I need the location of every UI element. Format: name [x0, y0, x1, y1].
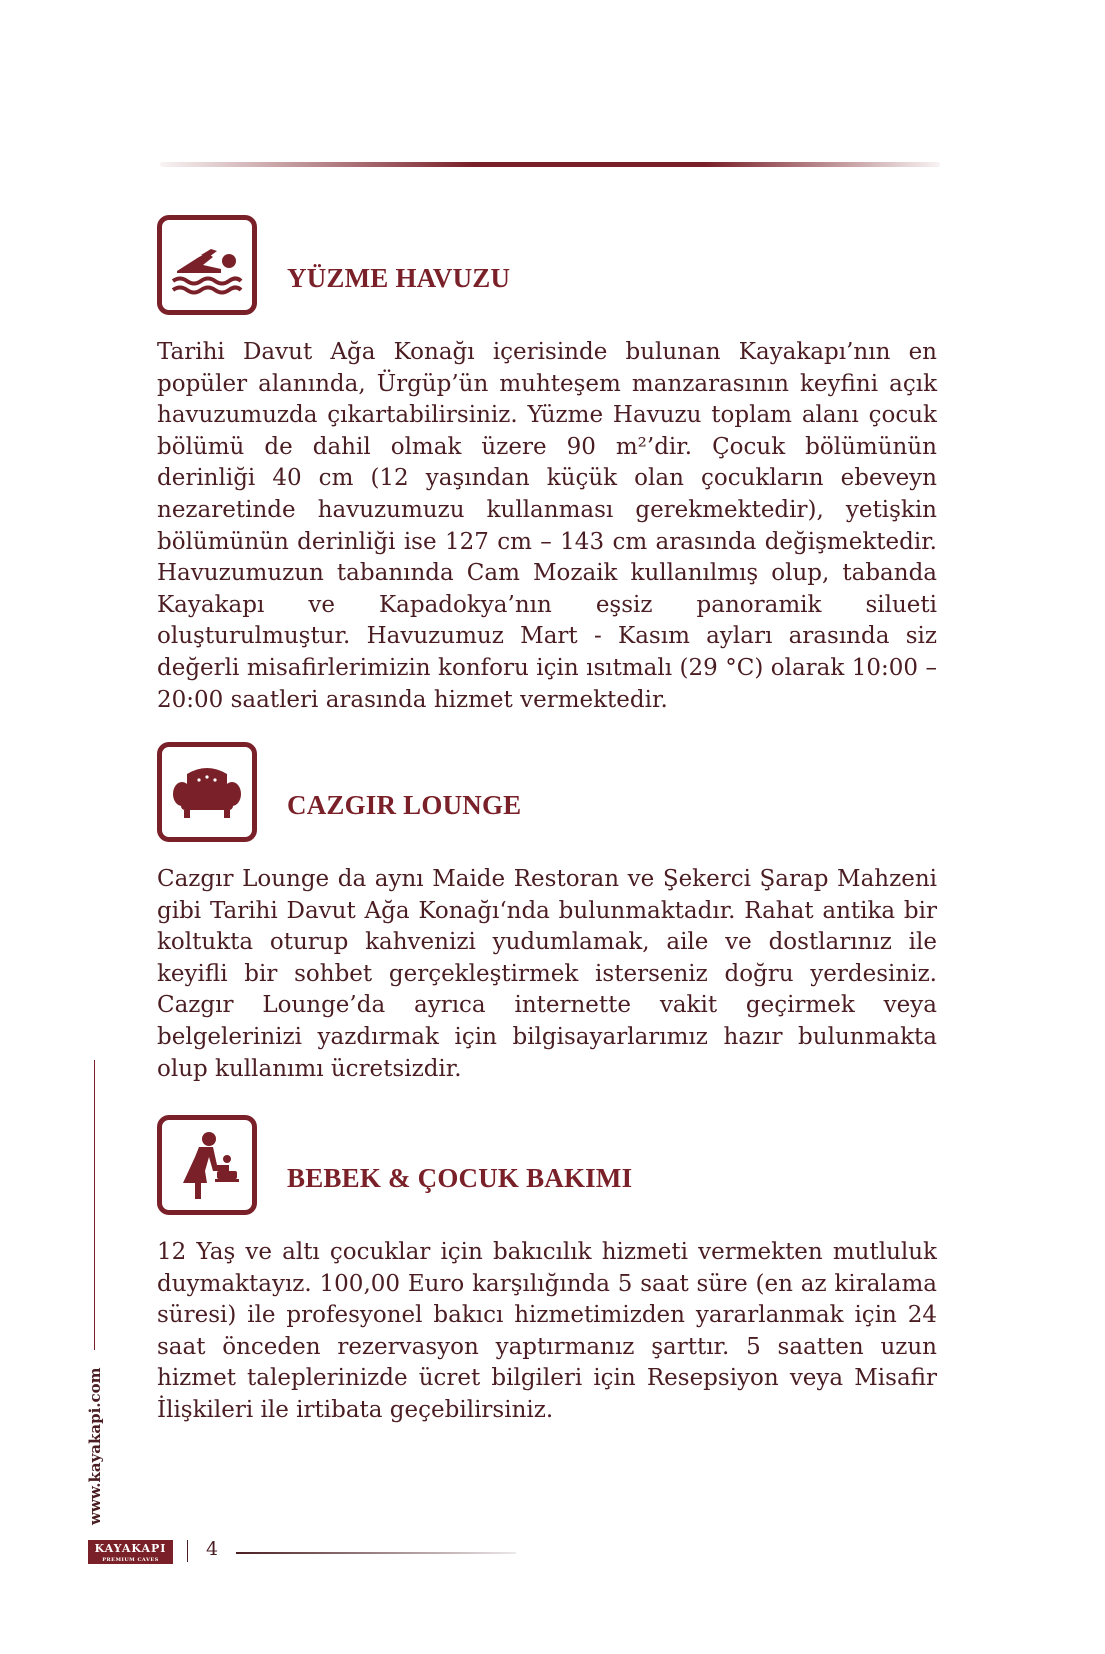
section-body: Tarihi Davut Ağa Konağı içerisinde bulunan Kayakapı’nın en popüler alanında, Ürgüp’ün muhteşem manzarasının keyfini açık havuzumuzda çıkartabilirsiniz. Yüzme Havuzu toplam alanı çocuk bölümü de dahil olmak üzere 90 m²’dir. Çocuk bölümünün derinliği 40 cm (12 yaşından küçük olan çocukların ebeveyn nezaretinde havuzumuzu kullanması gerekmektedir), yetişkin bölümünün derinliği ise 127 cm – 143 cm arasında değişmektedir. Havuzumuzun tabanında Cam Mozaik kullanılmış olup, tabanda Kayakapı ve Kapadokya’nın eşsiz panoramik silueti oluşturulmuştur. Havuzumuz Mart - Kasım ayları arasında siz değerli misafirlerimizin konforu için ısıtmalı (29 °C) olarak 10:00 – 20:00 saatleri arasında hizmet vermektedir.: [157, 339, 937, 713]
section-title: YÜZME HAVUZU: [287, 263, 511, 293]
logo-subtext: PREMIUM CAVES: [102, 1557, 159, 1563]
kayakapi-logo: [88, 1540, 173, 1564]
page-number: 4: [206, 1538, 219, 1560]
top-decorative-rule: [160, 162, 940, 167]
armchair-icon-box: [157, 742, 257, 842]
baby-changing-icon: [169, 1127, 245, 1203]
section-title: BEBEK & ÇOCUK BAKIMI: [287, 1163, 633, 1193]
website-url: www.kayakapi.com: [86, 1367, 104, 1525]
vertical-rule: [94, 1060, 95, 1350]
footer-separator: [187, 1540, 188, 1562]
armchair-icon: [169, 754, 245, 830]
section-body: Cazgır Lounge da aynı Maide Restoran ve Şekerci Şarap Mahzeni gibi Tarihi Davut Ağa Konağı‘nda bulunmaktadır. Rahat antika bir koltukta oturup kahvenizi yudumlamak, aile ve dostlarınız ile keyifli bir sohbet gerçekleştirmek isterseniz doğru yerdesiniz. Cazgır Lounge’da ayrıca internette vakit geçirmek veya belgelerinizi yazdırmak için bilgisayarlarımız hazır bulunmakta olup kullanımı ücretsizdir.: [157, 866, 937, 1082]
footer-rule: [236, 1552, 516, 1554]
swimmer-icon-box: [157, 215, 257, 315]
section-body: 12 Yaş ve altı çocuklar için bakıcılık hizmeti vermekten mutluluk duymaktayız. 100,00 Euro karşılığında 5 saat süre (en az kiralama süresi) ile profesyonel bakıcı hizmetimizden yararlanmak için 24 saat önceden rezervasyon yaptırmanız şarttır. 5 saatten uzun hizmet taleplerinizde ücret bilgileri için Resepsiyon veya Misafir İlişkileri ile irtibata geçebilirsiniz.: [157, 1239, 937, 1423]
logo-text: KAYAKAPI: [94, 1542, 167, 1555]
swimmer-icon: [169, 227, 245, 303]
section-title: CAZGIR LOUNGE: [287, 790, 522, 820]
baby-changing-icon-box: [157, 1115, 257, 1215]
